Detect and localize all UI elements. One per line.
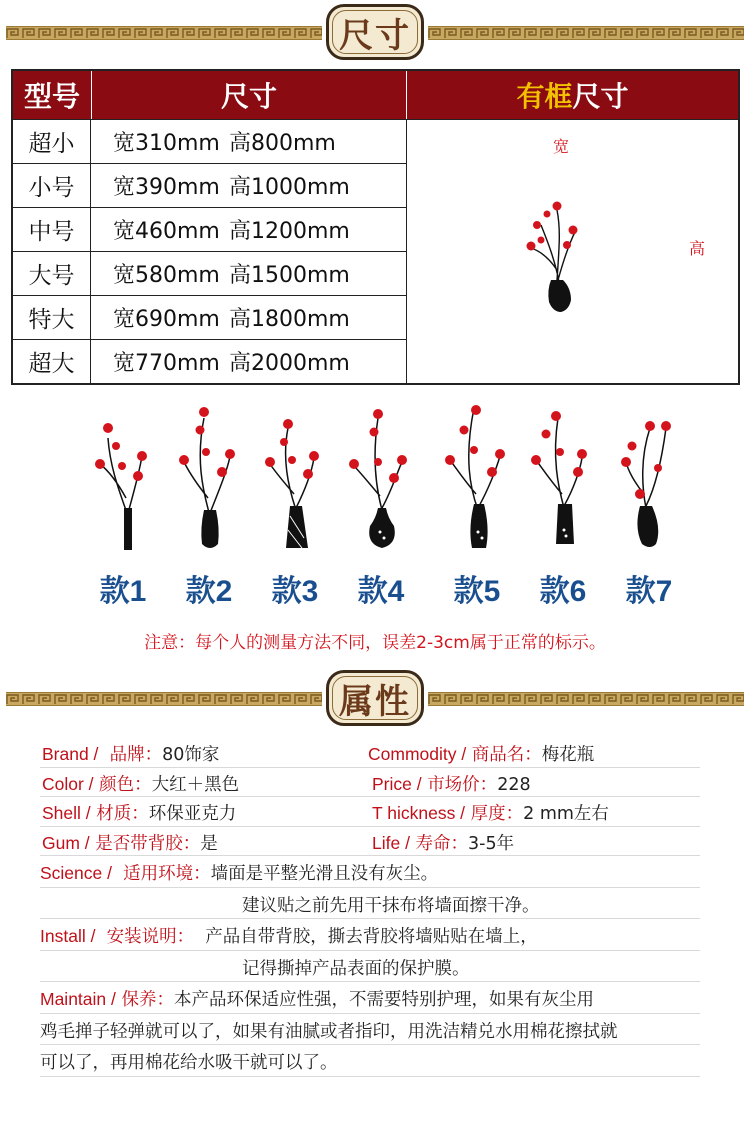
plum-vase-icon	[434, 398, 520, 558]
table-row	[13, 295, 406, 339]
table-row	[13, 119, 406, 163]
attr-en-label: Gum /	[42, 832, 90, 853]
attr-value: 梅花瓶	[541, 745, 595, 765]
height-cell: 高2000mm	[229, 351, 350, 376]
size-section-badge	[326, 4, 424, 60]
size-section-title: 尺寸	[339, 15, 411, 56]
style-label: 款4	[357, 575, 405, 608]
attr-install	[40, 919, 700, 951]
attr-value: 80饰家	[162, 745, 220, 765]
attr-install-cont	[40, 951, 700, 983]
attr-zh-label: 寿命：	[415, 833, 469, 854]
plum-vase-icon	[606, 398, 692, 558]
attr-science-cont	[40, 888, 700, 920]
attr-value: 鸡毛掸子轻弹就可以了，如果有油腻或者指印，用洗洁精兑水用棉花擦拭就	[40, 1021, 618, 1042]
decorative-band-left	[6, 692, 322, 706]
style-label: 款5	[453, 575, 501, 608]
attr-zh-label: 材质：	[96, 804, 149, 824]
frame-diagram	[406, 119, 738, 383]
table-row	[13, 339, 406, 383]
style-item-3[interactable]	[252, 398, 338, 608]
attr-value: 是	[200, 833, 218, 854]
style-item-6[interactable]	[520, 398, 606, 608]
table-row	[13, 163, 406, 207]
width-cell: 宽460mm	[113, 219, 220, 244]
width-cell: 宽770mm	[113, 351, 220, 376]
model-cell: 小号	[13, 164, 91, 207]
plum-vase-icon	[80, 398, 166, 558]
attr-section-banner	[0, 670, 750, 726]
attr-en-label: Life /	[372, 832, 410, 853]
frame-width-label: 宽	[553, 137, 570, 156]
table-row	[13, 251, 406, 295]
attr-zh-label: 厚度：	[470, 804, 524, 824]
header-frame-gold-text: 有框	[516, 80, 573, 113]
style-item-1[interactable]	[80, 398, 166, 608]
attr-value: 环保亚克力	[148, 804, 237, 824]
attr-en-label: T hickness /	[372, 803, 466, 823]
attr-en-label: Science /	[40, 863, 112, 883]
plum-vase-icon	[520, 398, 606, 558]
attr-en-label: Price /	[372, 773, 422, 794]
attr-gum	[42, 830, 218, 855]
attr-science	[40, 856, 700, 888]
styles-gallery	[80, 398, 680, 608]
attr-row	[40, 827, 700, 857]
attr-shell	[42, 800, 236, 825]
attr-value: 记得撕掉产品表面的保护膜。	[242, 958, 470, 979]
height-cell: 高1000mm	[229, 175, 350, 200]
measurement-note: 注意：每个人的测量方法不同，误差2-3cm属于正常的标示。	[144, 633, 606, 653]
plum-vase-icon	[166, 398, 252, 558]
attr-color	[42, 771, 239, 796]
width-cell: 宽580mm	[113, 263, 220, 288]
header-size: 尺寸	[91, 71, 406, 119]
style-label: 款2	[185, 575, 233, 608]
style-item-5[interactable]	[434, 398, 520, 608]
style-item-2[interactable]	[166, 398, 252, 608]
attr-en-label: Commodity /	[368, 744, 467, 764]
model-cell: 特大	[13, 296, 91, 339]
attr-life	[372, 830, 514, 855]
decorative-band-left	[6, 26, 322, 40]
attr-value: 建议贴之前先用干抹布将墙面擦干净。	[242, 895, 540, 916]
table-row	[13, 207, 406, 251]
width-cell: 宽390mm	[113, 175, 220, 200]
model-cell: 大号	[13, 252, 91, 295]
model-cell: 超大	[13, 340, 91, 383]
attr-value: 墙面是平整光滑且没有灰尘。	[210, 864, 439, 884]
height-cell: 高1800mm	[229, 307, 350, 332]
attr-maintain-cont	[40, 1014, 700, 1046]
header-model: 型号	[13, 71, 91, 119]
style-label: 款6	[539, 575, 587, 608]
attr-section-badge	[326, 670, 424, 726]
width-cell: 宽310mm	[113, 131, 220, 156]
height-cell: 高1200mm	[229, 219, 350, 244]
decorative-band-right	[428, 26, 744, 40]
style-item-7[interactable]	[606, 398, 692, 608]
style-label: 款1	[99, 575, 147, 608]
attr-value: 228	[497, 774, 531, 795]
attr-brand	[42, 741, 219, 766]
attr-en-label: Color /	[42, 773, 94, 794]
height-cell: 高1500mm	[229, 263, 350, 288]
attr-value: 大红＋黑色	[151, 774, 240, 795]
attr-zh-label: 品牌：	[109, 745, 163, 765]
attr-zh-label: 保养：	[121, 990, 174, 1010]
attributes-list	[40, 738, 700, 1077]
style-label: 款7	[625, 575, 673, 608]
height-cell: 高800mm	[229, 131, 336, 156]
attr-en-label: Brand /	[42, 744, 99, 764]
attr-thickness	[372, 800, 609, 825]
model-cell: 超小	[13, 120, 91, 163]
attr-en-label: Maintain /	[40, 989, 116, 1009]
plum-vase-icon	[338, 398, 424, 558]
decorative-band-right	[428, 692, 744, 706]
style-label: 款3	[271, 575, 319, 608]
attr-zh-label: 适用环境：	[123, 864, 211, 884]
model-cell: 中号	[13, 208, 91, 251]
frame-height-label: 高	[689, 239, 706, 258]
attr-section-title: 属性	[339, 681, 411, 722]
attr-commodity	[368, 741, 594, 766]
attr-maintain	[40, 982, 700, 1014]
attr-value: 可以了，再用棉花给水吸干就可以了。	[40, 1053, 338, 1073]
size-table	[11, 69, 740, 385]
attr-row	[40, 738, 700, 768]
attr-zh-label: 商品名：	[471, 745, 542, 765]
attr-row	[40, 797, 700, 827]
attr-price	[372, 771, 531, 796]
style-item-4[interactable]	[338, 398, 424, 608]
attr-zh-label: 是否带背胶：	[95, 833, 201, 854]
plum-vase-diagram-icon	[517, 170, 597, 320]
header-frame-rest-text: 尺寸	[572, 80, 629, 113]
plum-vase-icon	[252, 398, 338, 558]
attr-en-label: Shell /	[42, 803, 91, 823]
attr-value: 本产品环保适应性强，不需要特别护理，如果有灰尘用	[173, 990, 594, 1010]
size-rows	[13, 119, 406, 383]
attr-zh-label: 颜色：	[99, 774, 152, 795]
size-section-banner	[0, 4, 750, 60]
attr-value: 2 mm左右	[523, 804, 609, 824]
attr-zh-label: 市场价：	[427, 774, 498, 795]
attr-zh-label: 安装说明：	[106, 927, 195, 947]
attr-maintain-cont	[40, 1045, 700, 1077]
width-cell: 宽690mm	[113, 307, 220, 332]
attr-value: 产品自带背胶，撕去背胶将墙贴贴在墙上，	[205, 927, 538, 947]
attr-value: 3-5年	[468, 833, 515, 854]
header-frame-size	[406, 71, 738, 119]
attr-row	[40, 768, 700, 798]
attr-en-label: Install /	[40, 926, 96, 946]
